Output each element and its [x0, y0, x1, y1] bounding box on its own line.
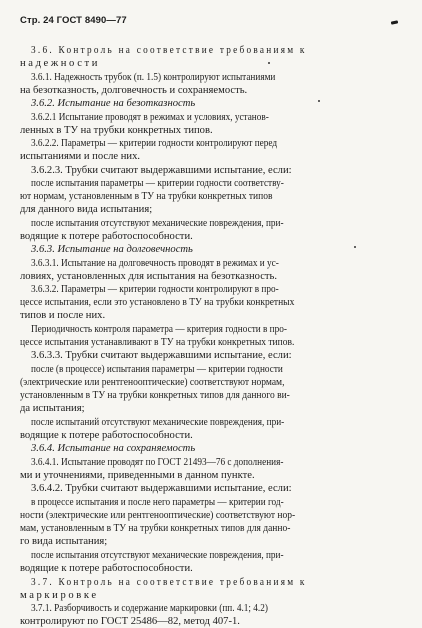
text-line: 3.6.4. Испытание на сохраняемость: [31, 443, 196, 454]
text-line: цессе испытания, если это установлено в ТУ на трубки конкретных: [20, 297, 295, 308]
text-line: в процессе испытания и после него параметры — критерии год-: [31, 497, 284, 508]
text-line: Периодичность контроля параметра — критерия годности в про-: [31, 324, 287, 335]
text-line: ленных в ТУ на трубки конкретных типов.: [20, 125, 213, 136]
text-line: 3.6.2.3. Трубки считают выдержавшими испытание, если:: [31, 165, 292, 176]
text-line: маркировке: [20, 590, 99, 601]
text-line: 3.6. Контроль на соответствие требованиям к: [31, 45, 307, 56]
text-line: цессе испытания устанавливают в ТУ на трубки конкретных типов.: [20, 337, 295, 348]
text-line: 3.6.2.2. Параметры — критерии годности контролируют перед: [31, 138, 278, 149]
text-line: 3.6.1. Надежность трубок (п. 1.5) контролируют испытаниями: [31, 72, 276, 83]
text-line: для данного вида испытания;: [20, 204, 153, 215]
text-line: контролируют по ГОСТ 25486—82, метод 407-1.: [20, 616, 240, 627]
text-line: 3.6.3.2. Параметры — критерии годности контролируют в про-: [31, 284, 279, 295]
text-line: ми и уточнениями, приведенными в данном пункте.: [20, 470, 255, 481]
text-line: водящие к потере работоспособности.: [20, 563, 193, 574]
text-line: ловиях, установленных для испытания на безотказность.: [20, 271, 278, 282]
text-line: да испытания;: [20, 403, 85, 414]
text-line: водящие к потере работоспособности.: [20, 430, 193, 441]
text-line: после испытаний отсутствуют механические повреждения, при-: [31, 417, 285, 428]
text-line: водящие к потере работоспособности.: [20, 231, 193, 242]
text-line: 3.6.3.1. Испытание на долговечность проводят в режимах и ус-: [31, 258, 279, 269]
text-line: 3.6.3.3. Трубки считают выдержавшими испытание, если:: [31, 350, 292, 361]
scan-mark: [391, 20, 398, 24]
text-line: после испытания параметры — критерии годности соответству-: [31, 178, 284, 189]
text-line: 3.6.2.1 Испытание проводят в режимах и условиях, установ-: [31, 112, 269, 123]
text-line: 3.6.2. Испытание на безотказность: [31, 98, 196, 109]
text-line: надежности: [20, 58, 101, 69]
text-line: 3.6.4.1. Испытание проводят по ГОСТ 21493—76 с дополнения-: [31, 457, 284, 468]
text-line: после испытания отсутствуют механические повреждения, при-: [31, 550, 284, 561]
text-line: ности (электрические или рентгенооптические) соответствуют нор-: [20, 510, 296, 521]
text-line: после испытания отсутствуют механические повреждения, при-: [31, 218, 284, 229]
text-line: 3.7.1. Разборчивость и содержание маркировки (пп. 4.1; 4.2): [31, 603, 268, 614]
text-line: на безотказность, долговечность и сохраняемость.: [20, 85, 248, 96]
text-line: 3.6.4.2. Трубки считают выдержавшими испытание, если:: [31, 483, 292, 494]
text-line: (электрические или рентгенооптические) соответствуют нормам,: [20, 377, 285, 388]
page-header: Стр. 24 ГОСТ 8490—77: [20, 15, 127, 26]
text-line: 3.7. Контроль на соответствие требованиям к: [31, 577, 307, 588]
text-line: го вида испытания;: [20, 536, 108, 547]
text-line: испытаниями и после них.: [20, 151, 141, 162]
text-line: типов и после них.: [20, 310, 106, 321]
text-line: 3.6.3. Испытание на долговечность: [31, 244, 193, 255]
text-line: после (в процессе) испытания параметры — критерии годности: [31, 364, 283, 375]
text-line: мам, установленным в ТУ на трубки конкретных типов для данно-: [20, 523, 291, 534]
text-line: установленным в ТУ на трубки конкретных типов для данного ви-: [20, 390, 290, 401]
text-line: ют нормам, установленным в ТУ на трубки конкретных типов: [20, 191, 273, 202]
